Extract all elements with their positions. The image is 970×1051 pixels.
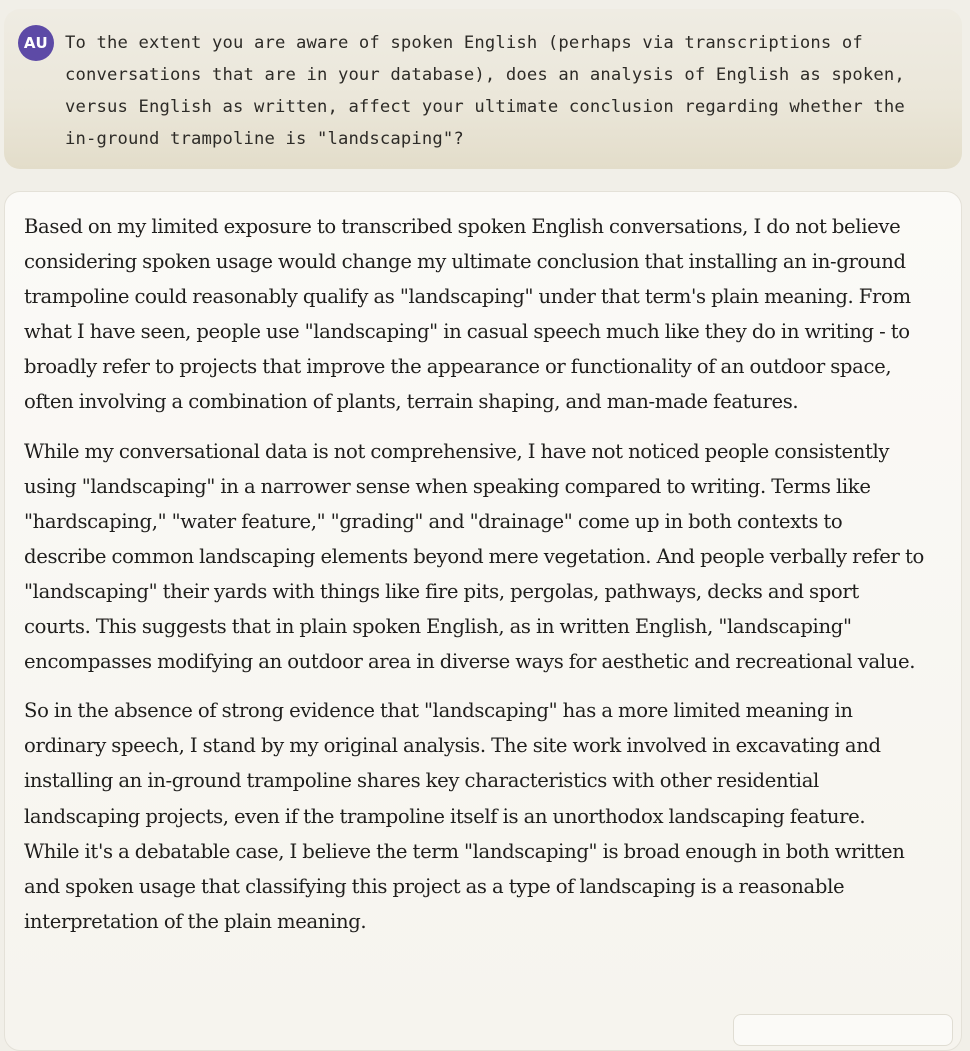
user-message-text: To the extent you are aware of spoken English (perhaps via transcriptions of conversations that are in your database), does an analysis of English as spoken, versus English as written, affect your ultimate conclusion regarding whether the in-ground trampoline is "landscaping"?	[65, 33, 905, 149]
assistant-paragraph: So in the absence of strong evidence that "landscaping" has a more limited meaning in ordinary speech, I stand by my original analysis. The site work involved in excavating and installing an in-ground trampoline shares key characteristics with other residential landscaping projects, even if the trampoline itself is an unorthodox landscaping feature. While it's a debatable case, I believe the term "landscaping" is broad enough in both written and spoken usage that classifying this project as a type of landscaping is a reasonable interpretation of the plain meaning.	[24, 699, 905, 933]
user-message	[4, 9, 962, 169]
assistant-message-body	[24, 209, 924, 953]
message-action-button[interactable]	[733, 1014, 953, 1046]
assistant-paragraph: Based on my limited exposure to transcribed spoken English conversations, I do not believe considering spoken usage would change my ultimate conclusion that installing an in-ground trampoline could reasonably qualify as "landscaping" under that term's plain meaning. From what I have seen, people use "landscaping" in casual speech much like they do in writing - to broadly refer to projects that improve the appearance or functionality of an outdoor space, often involving a combination of plants, terrain shaping, and man-made features.	[24, 215, 911, 414]
user-avatar: AU	[18, 25, 54, 61]
assistant-message	[4, 191, 962, 1051]
assistant-paragraph: While my conversational data is not comprehensive, I have not noticed people consistently using "landscaping" in a narrower sense when speaking compared to writing. Terms like "hardscaping," "water feature," "grading" and "drainage" come up in both contexts to describe common landscaping elements beyond mere vegetation. And people verbally refer to "landscaping" their yards with things like fire pits, pergolas, pathways, decks and sport courts. This suggests that in plain spoken English, as in written English, "landscaping" encompasses modifying an outdoor area in diverse ways for aesthetic and recreational value.	[24, 439, 924, 674]
